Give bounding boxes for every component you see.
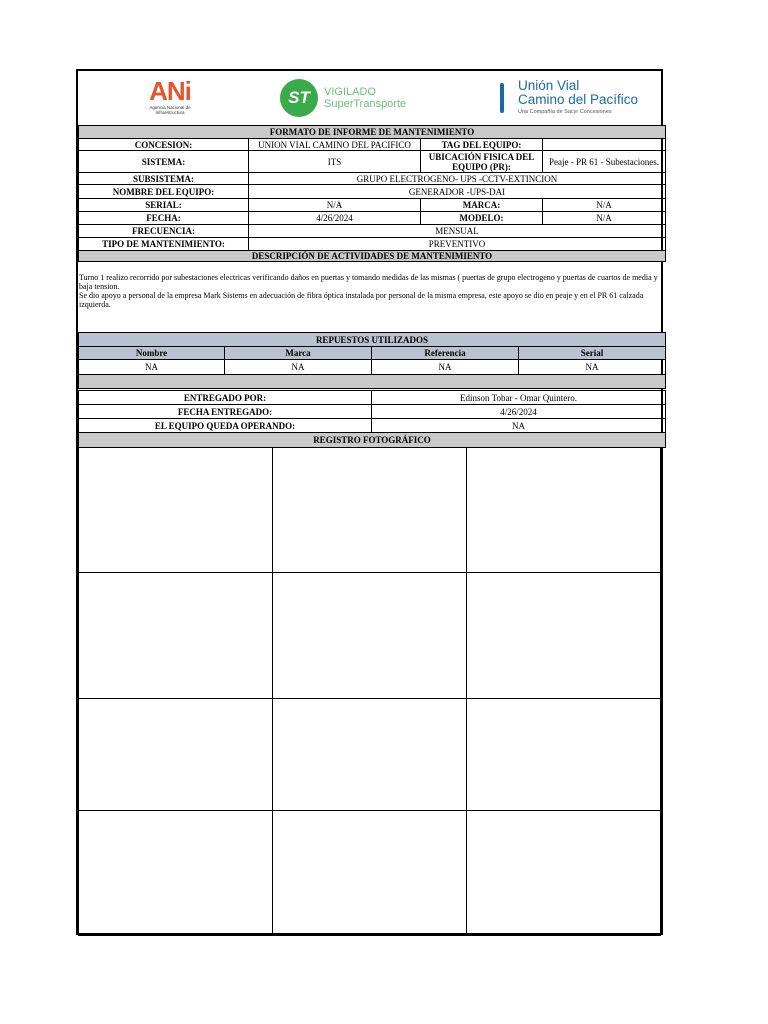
ubicacion-value: Peaje - PR 61 - Subestaciones. [543, 151, 666, 173]
ani-logo [142, 77, 198, 121]
tag-value [543, 139, 666, 151]
fecha-value: 4/26/2024 [249, 212, 421, 225]
photo-grid [78, 447, 661, 936]
tipo-mantenimiento-value: PREVENTIVO [249, 238, 666, 251]
equipo-operando-label: EL EQUIPO QUEDA OPERANDO: [79, 419, 372, 433]
st-circle-icon: ST [280, 79, 318, 117]
spare-parts-table [78, 332, 666, 389]
frecuencia-label: FRECUENCIA: [79, 225, 249, 238]
marca-label: MARCA: [421, 199, 543, 212]
column-header-nombre: Nombre [79, 347, 225, 360]
entregado-por-value: Edinson Tobar - Omar Quintero. [372, 391, 666, 405]
delivery-table [78, 390, 666, 448]
ubicacion-label [421, 151, 543, 173]
st-vigilado-text: VIGILADO [324, 86, 376, 98]
tipo-mantenimiento-label: TIPO DE MANTENIMIENTO: [79, 238, 249, 251]
st-name-text: SuperTransporte [324, 98, 407, 110]
nombre-equipo-value: GENERADOR -UPS-DAI [249, 185, 666, 199]
photo-slot [467, 573, 661, 699]
union-vial-title: Unión Vial [518, 78, 580, 93]
union-vial-bar-icon [500, 83, 504, 113]
form-title: FORMATO DE INFORME DE MANTENIMIENTO [79, 126, 666, 139]
sistema-label: SISTEMA: [79, 151, 249, 173]
modelo-label: MODELO: [421, 212, 543, 225]
modelo-value: N/A [543, 212, 666, 225]
ani-logo-word: ANi [149, 76, 191, 106]
fecha-entregado-value: 4/26/2024 [372, 405, 666, 419]
photo-slot [467, 811, 661, 936]
sistema-value: ITS [249, 151, 421, 173]
photo-slot [79, 448, 273, 573]
maintenance-report-sheet [76, 69, 663, 935]
registro-fotografico-header: REGISTRO FOTOGRÁFICO [79, 433, 666, 448]
fecha-label: FECHA: [79, 212, 249, 225]
equipo-operando-value: NA [372, 419, 666, 433]
photo-slot [273, 811, 467, 936]
photo-slot [79, 811, 273, 936]
subsistema-value: GRUPO ELECTROGENO- UPS -CCTV-EXTINCION [249, 173, 666, 185]
ubicacion-label-line2: EQUIPO (PR): [452, 161, 511, 172]
photo-slot [273, 448, 467, 573]
union-vial-tagline: Una Compañía de Sacyr Concesiones [518, 109, 612, 115]
photo-slot [79, 699, 273, 811]
photo-slot [273, 573, 467, 699]
logo-header [78, 71, 661, 125]
photo-slot [467, 699, 661, 811]
fecha-entregado-label: FECHA ENTREGADO: [79, 405, 372, 419]
column-header-marca: Marca [225, 347, 372, 360]
concesion-label: CONCESION: [79, 139, 249, 151]
frecuencia-value: MENSUAL [249, 225, 666, 238]
description-paragraph: Turno 1 realizo recorrido por subestaciones electricas verificando daños en puertas y tomando medidas de las mismas ( puertas de grupo electrogeno y puertas de cuartos de media y baja tension. [79, 273, 658, 291]
table-cell: NA [79, 360, 225, 375]
description-paragraph: Se dio apoyo a personal de la empresa Mark Sistems en adecuación de fibra óptica instalada por personal de la misma empresa, este apoyo se dio en peaje y en el PR 61 calzada izquierda. [79, 291, 644, 309]
union-vial-subtitle: Camino del Pacífico [518, 92, 639, 107]
photo-slot [79, 573, 273, 699]
column-header-referencia: Referencia [372, 347, 519, 360]
description-header: DESCRIPCIÓN DE ACTIVIDADES DE MANTENIMIENTO [79, 251, 666, 262]
concesion-value: UNION VIAL CAMINO DEL PACIFICO [249, 139, 421, 151]
ubicacion-label-line1: UBICACIÓN FISICA DEL [428, 151, 535, 162]
equipment-info-table [78, 125, 666, 262]
photo-slot [467, 448, 661, 573]
marca-value: N/A [543, 199, 666, 212]
entregado-por-label: ENTREGADO POR: [79, 391, 372, 405]
serial-label: SERIAL: [79, 199, 249, 212]
column-header-serial: Serial [519, 347, 666, 360]
description-text [78, 271, 661, 331]
table-cell: NA [372, 360, 519, 375]
table-cell: NA [225, 360, 372, 375]
subsistema-label: SUBSISTEMA: [79, 173, 249, 185]
nombre-equipo-label: NOMBRE DEL EQUIPO: [79, 185, 249, 199]
separator-band [79, 375, 666, 389]
ani-logo-subtitle: Agencia Nacional de Infraestructura [149, 105, 191, 115]
photo-slot [273, 699, 467, 811]
repuestos-header: REPUESTOS UTILIZADOS [79, 333, 666, 347]
serial-value: N/A [249, 199, 421, 212]
tag-label: TAG DEL EQUIPO: [421, 139, 543, 151]
table-cell: NA [519, 360, 666, 375]
